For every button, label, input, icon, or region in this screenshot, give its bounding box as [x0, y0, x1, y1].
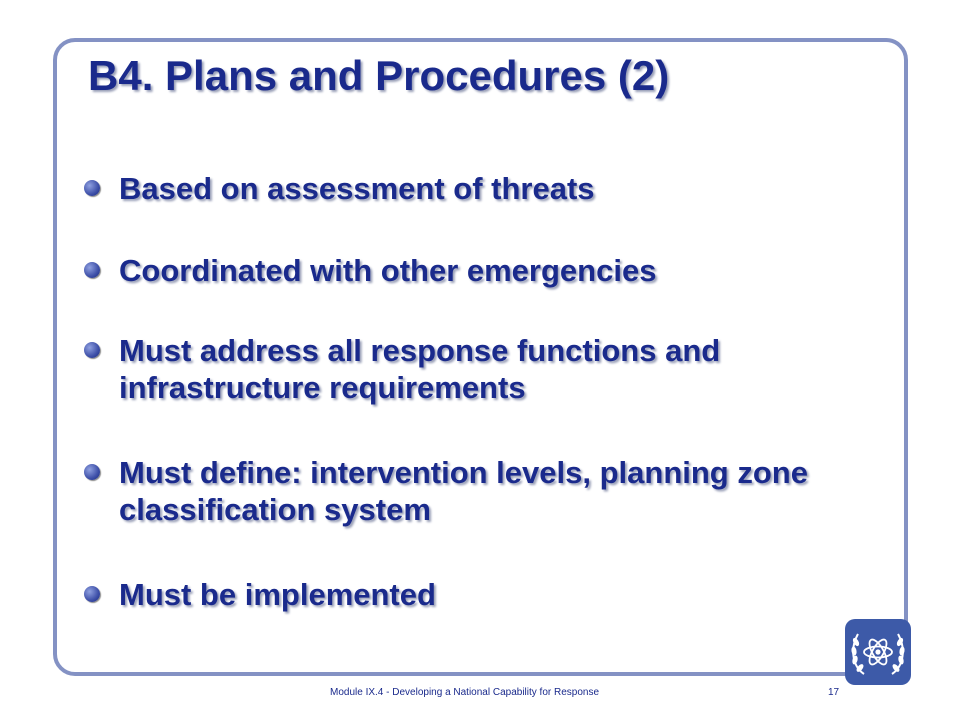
bullet-dot-icon — [84, 464, 100, 480]
bullet-item — [84, 252, 879, 289]
bullet-text: Must address all response functions and infrastructure requirements — [119, 333, 721, 405]
bullet-text: Must be implemented — [119, 577, 436, 612]
bullet-item — [84, 170, 879, 207]
bullet-dot-icon — [84, 342, 100, 358]
bullet-dot-icon — [84, 586, 100, 602]
slide-title: B4. Plans and Procedures (2) — [88, 52, 670, 99]
bullet-item — [84, 576, 879, 613]
bullet-text: Based on assessment of threats — [119, 171, 595, 206]
bullet-item — [84, 332, 879, 406]
iaea-atom-emblem-icon — [844, 618, 912, 686]
bullet-dot-icon — [84, 180, 100, 196]
page-number: 17 — [828, 687, 840, 698]
bullet-item — [84, 454, 879, 528]
bullet-text: Must define: intervention levels, planning zone classification system — [119, 455, 808, 527]
bullet-text: Coordinated with other emergencies — [119, 253, 657, 288]
slide-footer — [0, 687, 960, 701]
bullet-dot-icon — [84, 262, 100, 278]
footer-module-text: Module IX.4 - Developing a National Capability for Response — [330, 687, 600, 698]
